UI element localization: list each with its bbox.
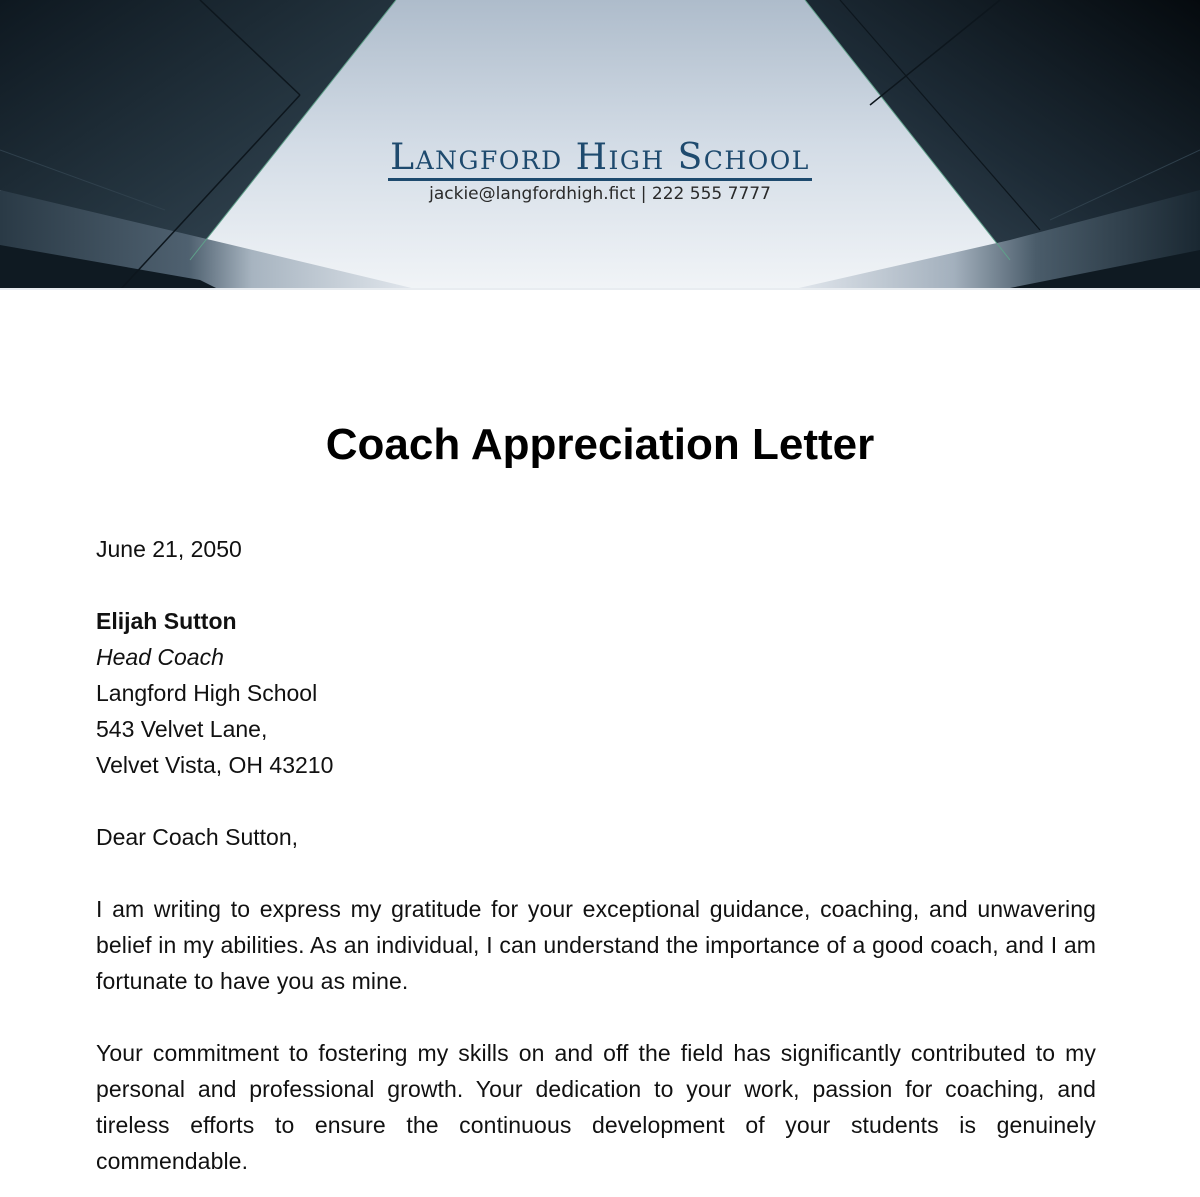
school-name-text: Langford High School — [388, 138, 812, 181]
school-name-heading — [0, 136, 1200, 181]
body-paragraph-1: I am writing to express my gratitude for your exceptional guidance, coaching, and unwavering belief in my abilities. As an individual, I can understand the importance of a good coach, and I am fortunate to have you as mine. — [96, 896, 1096, 994]
recipient-name: Elijah Sutton — [96, 608, 237, 634]
recipient-block — [96, 603, 1096, 783]
header-banner — [0, 0, 1200, 290]
document-title: Coach Appreciation Letter — [325, 420, 875, 469]
school-contact-info: jackie@langfordhigh.fict | 222 555 7777 — [429, 184, 771, 204]
recipient-address-line2: Velvet Vista, OH 43210 — [96, 752, 334, 778]
salutation: Dear Coach Sutton, — [96, 824, 299, 850]
letter-body — [96, 531, 1096, 1197]
recipient-address-line1: 543 Velvet Lane, — [96, 716, 268, 742]
body-paragraph-2: Your commitment to fostering my skills on and off the field has significantly contributed to my personal and professional growth. Your dedication to your work, passion for coaching, and tireless efforts to ensure the continuous development of your students is genuinely commendable. — [96, 1040, 1096, 1174]
recipient-role: Head Coach — [96, 644, 224, 670]
letter-date: June 21, 2050 — [96, 536, 242, 562]
recipient-organization: Langford High School — [96, 680, 318, 706]
header-content — [0, 0, 1200, 290]
